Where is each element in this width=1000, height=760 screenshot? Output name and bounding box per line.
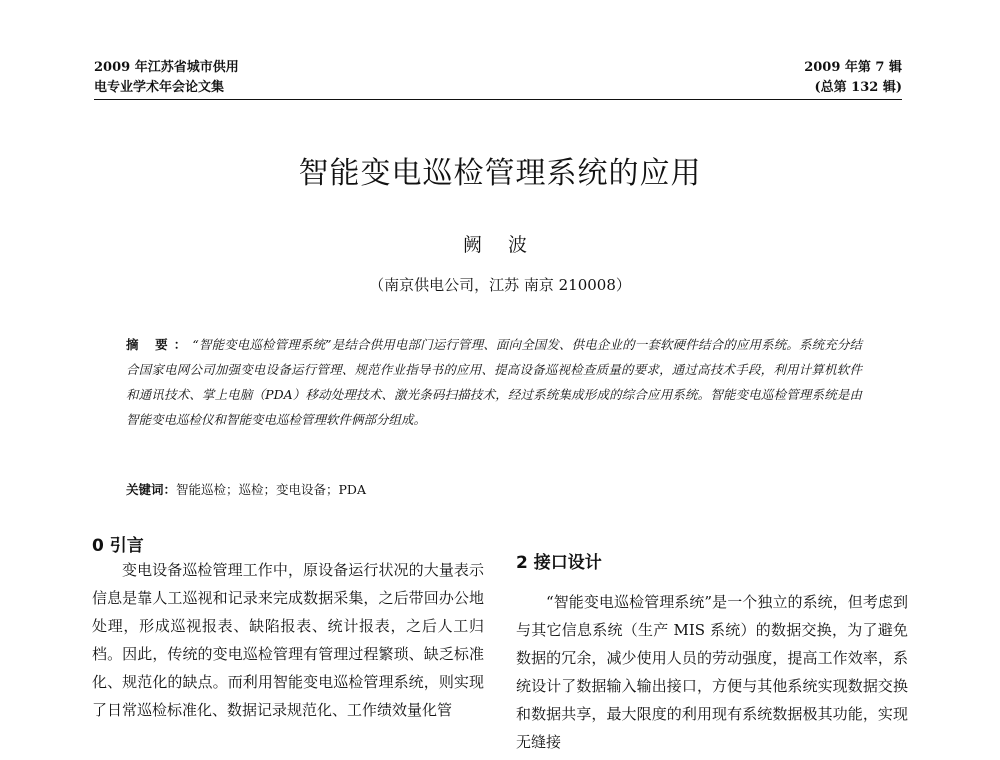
section-body-introduction — [92, 556, 484, 724]
header-right-line1: 2009 年第 7 辑 — [804, 60, 902, 75]
intro-paragraph: 变电设备巡检管理工作中，原设备运行状况的大量表示信息是靠人工巡视和记录来完成数据采集，之后带回办公地处理，形成巡视报表、缺陷报表、统计报表，之后人工归档。因此，传统的变电巡检管理有管理过程繁琐、缺乏标准化、规范化的缺点。而利用智能变电巡检管理系统，则实现了日常巡检标准化、数据记录规范化、工作绩效量化管 — [92, 561, 484, 719]
author-name: 阙 波 — [462, 234, 538, 256]
author-affiliation: （南京供电公司，江苏 南京 210008） — [369, 276, 631, 294]
header-divider — [94, 99, 902, 100]
keywords — [126, 479, 862, 501]
header-left-line1: 2009 年江苏省城市供用 — [94, 60, 239, 75]
abstract-text: “智能变电巡检管理系统”是结合供用电部门运行管理、面向全国发、供电企业的一套软硬件结合的应用系统。系统充分结合国家电网公司加强变电设备运行管理、规范作业指导书的应用、提高设备巡视检查质量的要求，通过高技术手段，利用计算机软件和通讯技术、掌上电脑（PDA）移动处理技术、激光条码扫描技术，经过系统集成形成的综合应用系统。智能变电巡检管理系统是由智能变电巡检仪和智能变电巡检管理软件俩部分组成。 — [126, 337, 862, 427]
abstract-label: 摘 要： — [126, 337, 193, 352]
keywords-text: 智能巡检；巡检；变电设备；PDA — [176, 482, 366, 497]
section-body-interface-design — [516, 588, 908, 756]
interface-paragraph: “智能变电巡检管理系统”是一个独立的系统，但考虑到与其它信息系统（生产 MIS 系统）的数据交换，为了避免数据的冗余，减少使用人员的劳动强度，提高工作效率，系统设计了数据输入输出接口，方便与其他系统实现数据交换和数据共享，最大限度的利用现有系统数据极其功能，实现无缝接 — [516, 593, 908, 751]
journal-header-left — [94, 58, 239, 98]
abstract — [126, 332, 862, 432]
journal-header-right — [804, 58, 902, 98]
header-right-line2: (总第 132 辑) — [814, 80, 902, 95]
keywords-label: 关键词： — [126, 482, 177, 497]
section-heading-interface-design: 2 接口设计 — [516, 553, 602, 573]
paper-title: 智能变电巡检管理系统的应用 — [298, 156, 702, 191]
header-left-line2: 电专业学术年会论文集 — [94, 80, 225, 95]
section-heading-introduction: 0 引言 — [92, 536, 144, 556]
